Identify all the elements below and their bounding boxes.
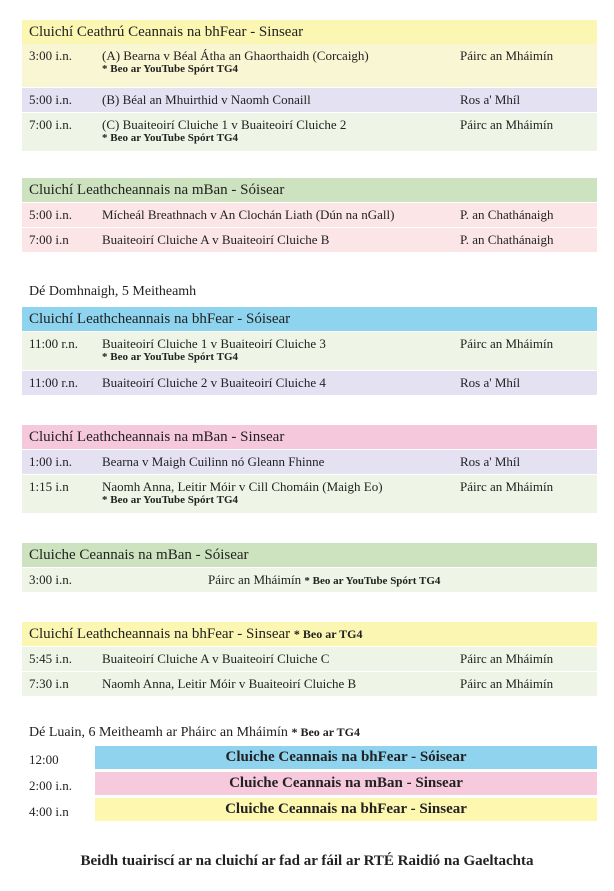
section-title: Cluichí Ceathrú Ceannais na bhFear - Sinsear xyxy=(29,24,304,40)
fixture-match: Bearna v Maigh Cuilinn nó Gleann Fhinne xyxy=(102,454,325,469)
fixture-match: Buaiteoirí Cluiche 2 v Buaiteoirí Cluiche 4 xyxy=(102,375,326,390)
fixture-time: 7:00 i.n xyxy=(29,232,69,247)
fixture-venue: Páirc an Mháimín xyxy=(460,676,554,691)
fixture-time: 7:00 i.n. xyxy=(29,117,72,132)
final-time: 12:00 xyxy=(29,752,59,767)
fixture-row xyxy=(22,647,597,671)
fixture-match: Mícheál Breathnach v An Clochán Liath (Dún na nGall) xyxy=(102,207,395,222)
fixture-row xyxy=(22,203,597,227)
section-title: Cluichí Leathcheannais na mBan - Sóisear xyxy=(29,182,285,198)
final-banner-womens-senior: Cluiche Ceannais na mBan - Sinsear xyxy=(95,772,597,795)
fixture-match: Buaiteoirí Cluiche A v Buaiteoirí Cluiche C xyxy=(102,651,330,666)
fixture-row xyxy=(22,44,597,87)
fixture-time: 11:00 r.n. xyxy=(29,336,78,351)
fixture-match: Buaiteoirí Cluiche 1 v Buaiteoirí Cluiche 3 xyxy=(102,336,326,351)
section-header-mens-senior-semifinals xyxy=(22,622,597,646)
fixture-row xyxy=(22,228,597,252)
section-header-mens-senior-quarterfinals xyxy=(22,20,597,44)
section-title: Cluichí Leathcheannais na bhFear - Sóisear xyxy=(29,311,291,327)
fixture-time: 5:00 i.n. xyxy=(29,92,72,107)
section-title: Cluichí Leathcheannais na mBan - Sinsear xyxy=(29,429,285,445)
section-header-womens-junior-final xyxy=(22,543,597,567)
fixture-time: 7:30 i.n xyxy=(29,676,69,691)
fixture-row xyxy=(22,88,597,112)
fixture-row xyxy=(22,450,597,474)
fixture-match: Naomh Anna, Leitir Móir v Cill Chomáin (Maigh Eo) xyxy=(102,479,383,494)
final-time: 4:00 i.n xyxy=(29,804,69,819)
broadcast-note: * Beo ar TG4 xyxy=(291,725,360,739)
fixture-venue: Páirc an Mháimín xyxy=(460,651,554,666)
fixture-match: Buaiteoirí Cluiche A v Buaiteoirí Cluiche B xyxy=(102,232,330,247)
fixture-venue: Páirc an Mháimín xyxy=(460,117,554,132)
fixture-venue: Ros a' Mhíl xyxy=(460,375,521,390)
broadcast-note: * Beo ar YouTube Spórt TG4 xyxy=(102,132,239,144)
fixture-row xyxy=(22,113,597,151)
section-title: Cluiche Ceannais na mBan - Sóisear xyxy=(29,547,249,563)
fixture-time: 1:00 i.n. xyxy=(29,454,72,469)
section-header-womens-senior-semifinals xyxy=(22,425,597,449)
final-banner-mens-senior: Cluiche Ceannais na bhFear - Sinsear xyxy=(95,798,597,821)
fixture-row xyxy=(22,672,597,696)
fixture-venue: Ros a' Mhíl xyxy=(460,92,521,107)
fixture-venue: Páirc an Mháimín xyxy=(460,336,554,351)
fixture-time: 3:00 i.n. xyxy=(29,572,72,587)
fixture-time: 5:45 i.n. xyxy=(29,651,72,666)
broadcast-note: * Beo ar YouTube Spórt TG4 xyxy=(102,63,239,75)
fixture-venue: Páirc an Mháimín xyxy=(208,572,302,587)
fixture-match: (B) Béal an Mhuirthid v Naomh Conaill xyxy=(102,92,311,107)
final-banner-mens-junior: Cluiche Ceannais na bhFear - Sóisear xyxy=(95,746,597,769)
fixture-venue-with-note xyxy=(208,572,440,588)
fixture-time: 11:00 r.n. xyxy=(29,375,78,390)
fixture-match: Naomh Anna, Leitir Móir v Buaiteoirí Cluiche B xyxy=(102,676,357,691)
day-heading-monday xyxy=(29,725,360,741)
fixture-venue: Páirc an Mháimín xyxy=(460,48,554,63)
broadcast-note: * Beo ar TG4 xyxy=(293,627,363,641)
fixture-venue: P. an Chathánaigh xyxy=(460,207,554,222)
fixture-match: (A) Bearna v Béal Átha an Ghaorthaidh (Corcaigh) xyxy=(102,48,369,63)
fixture-row xyxy=(22,371,597,395)
fixture-row xyxy=(22,332,597,370)
section-title: Cluichí Leathcheannais na bhFear - Sinsear xyxy=(29,626,291,642)
fixture-venue: P. an Chathánaigh xyxy=(460,232,554,247)
fixture-match: (C) Buaiteoirí Cluiche 1 v Buaiteoirí Cluiche 2 xyxy=(102,117,347,132)
fixture-time: 3:00 i.n. xyxy=(29,48,72,63)
day-heading-text: Dé Luain, 6 Meitheamh ar Pháirc an Mháimín xyxy=(29,725,288,740)
day-heading-sunday: Dé Domhnaigh, 5 Meitheamh xyxy=(29,284,197,299)
fixture-row xyxy=(22,475,597,513)
final-time: 2:00 i.n. xyxy=(29,778,72,793)
broadcast-note: * Beo ar YouTube Spórt TG4 xyxy=(304,575,441,587)
fixture-row xyxy=(22,568,597,592)
broadcast-note: * Beo ar YouTube Spórt TG4 xyxy=(102,494,239,506)
footer-note: Beidh tuairiscí ar na cluichí ar fad ar fáil ar RTÉ Raidió na Gaeltachta xyxy=(80,853,534,869)
fixture-venue: Ros a' Mhíl xyxy=(460,454,521,469)
fixture-time: 5:00 i.n. xyxy=(29,207,72,222)
section-header-womens-junior-semifinals xyxy=(22,178,597,202)
broadcast-note: * Beo ar YouTube Spórt TG4 xyxy=(102,351,239,363)
fixture-venue: Páirc an Mháimín xyxy=(460,479,554,494)
fixture-time: 1:15 i.n xyxy=(29,479,69,494)
section-header-mens-junior-semifinals xyxy=(22,307,597,331)
